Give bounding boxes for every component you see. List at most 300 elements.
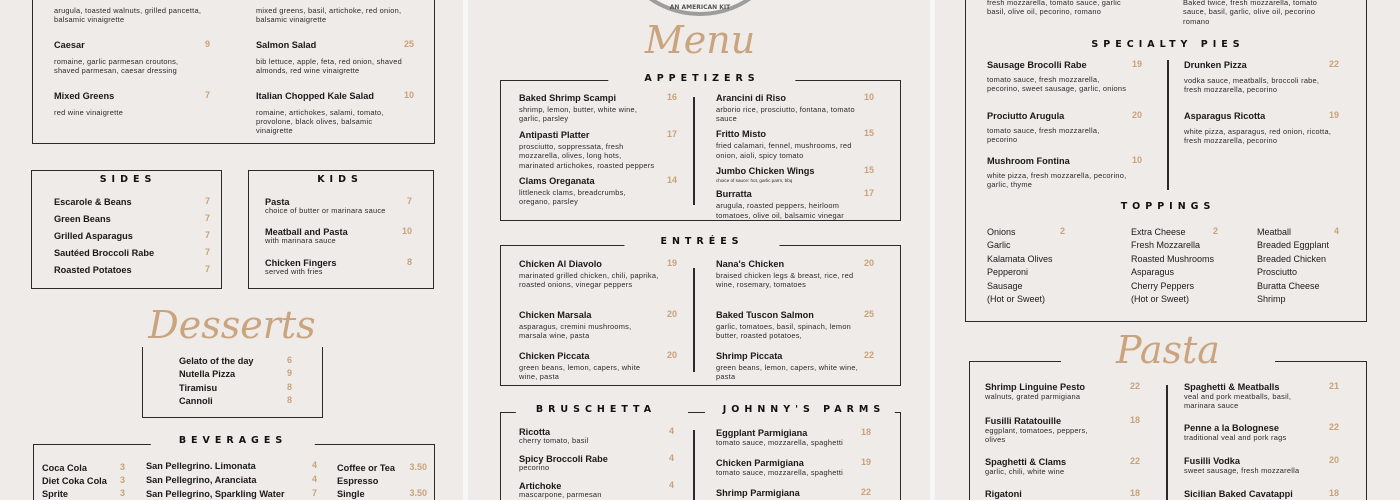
menu-item: [337, 474, 427, 486]
menu-item-row: [265, 195, 412, 207]
menu-item-row: [716, 486, 871, 498]
item-description: white pizza, asparagus, red onion, ricotta, fresh mozzarella, pecorino: [1184, 127, 1332, 146]
item-name: Single: [337, 489, 365, 499]
item-name: Diet Coka Cola: [42, 476, 107, 486]
item-price: 19: [666, 258, 677, 268]
menu-item-row: [987, 225, 1065, 237]
item-name: Pasta: [265, 197, 290, 207]
bruschetta-title: BRUSCHETTA: [516, 404, 676, 416]
menu-item-row: [42, 474, 125, 486]
appetizers-divider: [693, 97, 695, 205]
item-name: Prociutto Arugula: [987, 111, 1065, 121]
item-name: Spicy Broccoli Rabe: [519, 454, 608, 464]
menu-item-row: [987, 58, 1142, 70]
item-price: 10: [403, 89, 414, 100]
menu-item: [54, 195, 210, 207]
item-price: 8: [286, 381, 292, 392]
item-price: 18: [1129, 488, 1140, 498]
menu-item-row: [54, 212, 210, 224]
item-name: Shrimp Linguine Pesto: [985, 382, 1086, 392]
item-price: 10: [863, 92, 874, 102]
menu-page-middle: [468, 0, 930, 500]
menu-item: [42, 461, 125, 473]
item-name: Shrimp Parmigiana: [716, 488, 800, 498]
menu-item-row: [987, 279, 1065, 291]
item-name: Chicken Marsala: [519, 310, 592, 320]
item-name: Penne a la Bolognese: [1184, 423, 1279, 433]
item-name: Baked Shrimp Scampi: [519, 93, 617, 103]
item-name: Extra Cheese: [1131, 227, 1186, 237]
item-price: 7: [204, 247, 210, 257]
menu-item: [519, 425, 674, 452]
menu-item: [987, 238, 1065, 250]
menu-item-row: [519, 257, 677, 269]
menu-item-row: [519, 91, 677, 103]
pasta-divider: [1166, 385, 1168, 500]
item-name: Fritto Misto: [716, 129, 767, 140]
item-description: sweet sausage, fresh mozzarella: [1184, 466, 1300, 475]
menu-item: [716, 308, 874, 349]
menu-item: [987, 109, 1142, 154]
menu-item: [265, 195, 412, 215]
item-name: Prosciutto: [1257, 267, 1298, 278]
menu-item: [987, 292, 1065, 304]
beverages-title: BEVERAGES: [151, 435, 315, 447]
menu-item-row: [716, 127, 874, 139]
item-description: Baked twice, fresh mozzarella, tomato sauce, basil, garlic, olive oil, pecorino romano: [1183, 0, 1318, 26]
menu-item-row: [1131, 238, 1218, 250]
menu-item-row: [179, 354, 292, 366]
item-name: Grilled Asparagus: [54, 231, 133, 241]
menu-item: [519, 349, 677, 382]
item-name: Shrimp: [1257, 293, 1286, 304]
item-description: tomato sauce, mozzarella, spaghetti: [716, 438, 844, 447]
item-price: 9: [204, 38, 210, 49]
item-name: Sprite: [42, 489, 69, 499]
item-name: Chicken Piccata: [519, 351, 590, 361]
item-price: 4: [668, 453, 674, 463]
item-price: 7: [204, 89, 210, 100]
toppings-column-1: [987, 225, 1065, 304]
item-description: tomato sauce, mozzarella, spaghetti: [716, 468, 844, 477]
menu-item: [716, 349, 874, 382]
item-price: 8: [406, 256, 412, 267]
item-description: fried calamari, fennel, mushrooms, red onion, aioli, spicy tomato: [716, 141, 852, 160]
salads-left-column: [54, 6, 210, 117]
menu-item: [265, 225, 412, 245]
item-description: vodka sauce, meatballs, broccoli rabe, fresh mozzarella, pecorino: [1184, 76, 1320, 95]
item-description: white pizza, fresh mozzarella, pecorino, garlic, thyme: [987, 171, 1127, 190]
item-price: 16: [666, 92, 677, 102]
menu-item: [54, 212, 210, 224]
menu-item: [1257, 292, 1339, 304]
menu-item-row: [1131, 225, 1218, 237]
item-name: Gelato of the day: [179, 356, 254, 366]
item-description: red wine vinaigrette: [54, 107, 124, 117]
menu-item-row: [716, 456, 871, 468]
menu-item: [179, 367, 292, 379]
toppings-column-2: [1131, 225, 1218, 304]
menu-item-row: [1184, 454, 1339, 466]
menu-item-row: [985, 380, 1140, 392]
item-name: Asparagus: [1131, 267, 1175, 278]
sides-list: [54, 195, 210, 275]
menu-item-row: [256, 89, 414, 101]
menu-item: [519, 479, 674, 499]
item-price: 20: [666, 350, 677, 360]
item-description: mixed greens, basil, artichoke, red onion, balsamic vinaigrette: [256, 6, 402, 25]
item-name: Asparagus Ricotta: [1184, 111, 1266, 121]
menu-item-row: [54, 263, 210, 275]
item-price: 25: [863, 309, 874, 319]
menu-item: [1131, 252, 1218, 264]
item-name: San Pellegrino, Aranciata: [146, 475, 257, 485]
menu-item-row: [337, 487, 427, 499]
menu-item: [1131, 292, 1218, 304]
item-price: 8: [286, 394, 292, 405]
menu-item: [1131, 225, 1218, 237]
item-description: romaine, garlic parmesan croutons, shaved parmesan, caesar dressing: [54, 56, 179, 76]
pizza-left-column: [987, 0, 1142, 17]
item-price: 7: [311, 488, 317, 498]
menu-item-row: [1257, 225, 1339, 237]
item-name: Sautéed Broccoli Rabe: [54, 248, 155, 258]
item-price: 3: [119, 462, 125, 472]
item-name: Spaghetti & Meatballs: [1184, 382, 1280, 392]
item-description: cherry tomato, basil: [519, 436, 589, 445]
menu-item-row: [337, 461, 427, 473]
item-price: 4: [1333, 226, 1339, 236]
item-price: 7: [204, 230, 210, 240]
item-price: 17: [666, 128, 677, 139]
menu-item-row: [519, 452, 674, 464]
item-description: green beans, lemon, capers, white wine, pasta: [519, 363, 641, 382]
menu-item-row: [54, 38, 210, 50]
item-price: 20: [1328, 455, 1339, 465]
item-price: 19: [1131, 59, 1142, 69]
menu-item: [265, 256, 412, 276]
menu-item: [1257, 238, 1339, 250]
kids-list: [265, 195, 412, 276]
item-name: San Pellegrino, Sparkling Water: [146, 489, 285, 499]
pasta-right-column: [1184, 380, 1339, 499]
item-description: romaine, artichokes, salami, tomato, provolone, black olives, balsamic vinaigrette: [256, 107, 384, 136]
menu-item: [716, 187, 874, 220]
item-price: 6: [286, 355, 292, 365]
item-price: 20: [666, 309, 677, 319]
menu-item: [1131, 279, 1218, 291]
item-description: with marinara sauce: [265, 236, 336, 246]
johnnys-parms-list: [716, 426, 871, 498]
item-price: 3: [119, 475, 125, 485]
menu-item-row: [265, 256, 412, 268]
menu-item-row: [519, 128, 677, 140]
menu-item: [337, 487, 427, 499]
menu-item: [985, 414, 1140, 455]
menu-item: [1184, 58, 1339, 109]
menu-item-row: [987, 238, 1065, 250]
item-description: prosciutto, soppressata, fresh mozzarella, olives, long hots, marinated artichokes, roasted peppers: [519, 141, 655, 170]
item-name: Breaded Eggplant: [1257, 240, 1330, 251]
item-name: Drunken Pizza: [1184, 60, 1247, 70]
menu-item: [256, 89, 414, 136]
kids-title: KIDS: [317, 174, 363, 185]
item-name: Meatball: [1257, 227, 1292, 237]
menu-item: [54, 6, 210, 25]
menu-item: [519, 257, 677, 308]
item-name: Tiramisu: [179, 382, 218, 393]
item-name: Chicken Parmigiana: [716, 458, 804, 468]
beverages-column-1: [42, 461, 125, 499]
bruschetta-list: [519, 425, 674, 499]
item-description: tomato sauce, fresh mozzarella, pecorino, sweet sausage, garlic, onions: [987, 75, 1127, 94]
item-price: 19: [860, 457, 871, 467]
item-price: 7: [204, 264, 210, 274]
item-name: Chicken Al Diavolo: [519, 259, 602, 269]
menu-item: [42, 474, 125, 486]
item-price: 22: [1129, 381, 1140, 391]
pasta-left-column: [985, 380, 1140, 499]
svg-text:AN AMERICAN KIT: AN AMERICAN KIT: [669, 4, 731, 11]
item-description: garlic, tomatoes, basil, spinach, lemon butter, roasted potatoes,: [716, 322, 852, 341]
menu-item-row: [987, 154, 1142, 166]
item-price: 17: [863, 188, 874, 199]
menu-item-row: [1257, 279, 1339, 291]
item-price: 20: [863, 258, 874, 268]
toppings-title: TOPPINGS: [1120, 201, 1216, 212]
item-price: 9: [286, 368, 292, 379]
beverages-column-2: [146, 459, 317, 499]
entrees-right-column: [716, 257, 874, 382]
menu-item: [1184, 454, 1339, 487]
menu-item: [1131, 238, 1218, 250]
item-name: Roasted Potatoes: [54, 265, 132, 275]
item-name: Baked Tuscon Salmon: [716, 310, 814, 320]
item-price: 4: [311, 474, 317, 484]
menu-item-row: [985, 455, 1140, 467]
menu-item-row: [179, 367, 292, 379]
menu-item-row: [716, 91, 874, 103]
item-name: Green Beans: [54, 214, 111, 224]
item-name: Mushroom Fontina: [987, 156, 1070, 166]
menu-item-row: [265, 225, 412, 237]
menu-item-row: [519, 174, 677, 186]
item-name: Meatball and Pasta: [265, 227, 348, 238]
menu-item: [985, 455, 1140, 487]
item-price: 22: [1328, 59, 1339, 69]
menu-item-row: [1131, 292, 1218, 304]
menu-item: [146, 459, 317, 471]
menu-item-row: [42, 461, 125, 473]
menu-item-row: [1257, 238, 1339, 250]
menu-item-row: [179, 394, 292, 406]
menu-item: [716, 127, 874, 160]
menu-item: [519, 128, 677, 170]
item-name: Nana's Chicken: [716, 259, 785, 269]
beverages-column-3: [337, 461, 427, 499]
menu-item: [54, 263, 210, 275]
specialty-pies-title: SPECIALTY PIES: [1091, 39, 1245, 50]
menu-item-row: [337, 474, 427, 486]
item-name: San Pellegrino. Limonata: [146, 461, 256, 471]
salads-right-column: [256, 6, 414, 136]
menu-item-row: [987, 109, 1142, 121]
appetizers-title: APPETIZERS: [608, 73, 795, 85]
johnnys-parms-title: JOHNNY'S PARMS: [713, 404, 895, 416]
entrees-left-column: [519, 257, 677, 382]
menu-item: [1257, 225, 1339, 237]
menu-item: [1184, 487, 1339, 499]
menu-item: [179, 354, 292, 366]
menu-item-row: [1184, 109, 1339, 121]
menu-item-row: [146, 487, 317, 499]
menu-item-row: [716, 257, 874, 269]
item-price: 7: [204, 196, 210, 206]
item-price: 4: [668, 480, 674, 490]
item-description: choice of sauce: hot, garlic parm, bbq: [716, 177, 793, 183]
item-name: Fresh Mozzarella: [1131, 240, 1201, 251]
toppings-column-3: [1257, 225, 1339, 304]
menu-item: [519, 91, 677, 124]
menu-item-row: [716, 164, 874, 176]
item-price: 19: [1328, 110, 1339, 120]
title-gap: [668, 410, 688, 414]
menu-title: Menu: [635, 18, 765, 62]
item-name: Cannoli: [179, 395, 213, 406]
item-name: Sicilian Baked Cavatappi: [1184, 489, 1293, 499]
menu-item: [54, 38, 210, 76]
pies-divider: [1167, 60, 1169, 190]
menu-item-row: [519, 349, 677, 361]
item-name: Artichoke: [519, 481, 562, 491]
item-price: 22: [860, 487, 871, 497]
item-name: Cherry Peppers: [1131, 280, 1195, 291]
item-description: veal and pork meatballs, basil, marinara sauce: [1184, 392, 1292, 411]
item-description: tomato sauce, fresh mozzarella, pecorino: [987, 126, 1100, 145]
item-name: Fusilli Ratatouille: [985, 416, 1062, 426]
menu-item-row: [519, 308, 677, 320]
item-name: (Hot or Sweet): [1131, 293, 1190, 304]
item-name: Eggplant Parmigiana: [716, 428, 808, 438]
item-price: 25: [403, 38, 414, 49]
menu-item-row: [42, 487, 125, 499]
menu-item-row: [519, 479, 674, 491]
item-description: marinated grilled chicken, chili, paprika, roasted onions, vinegar peppers: [519, 271, 659, 290]
menu-item: [519, 174, 677, 207]
entrees-divider: [693, 268, 695, 372]
menu-item: [987, 154, 1142, 190]
item-name: Espresso: [337, 476, 379, 486]
menu-item: [1183, 0, 1338, 26]
menu-item-row: [54, 246, 210, 258]
item-name: Caesar: [54, 39, 85, 50]
menu-item: [987, 265, 1065, 277]
menu-item: [256, 38, 414, 76]
menu-item-row: [1184, 380, 1339, 392]
item-name: Ricotta: [519, 427, 551, 437]
menu-item: [987, 252, 1065, 264]
item-price: 4: [311, 460, 317, 470]
menu-item-row: [716, 187, 874, 199]
menu-item-row: [716, 308, 874, 320]
item-name: Sausage Brocolli Rabe: [987, 60, 1087, 70]
menu-item-row: [1131, 265, 1218, 277]
item-price: 18: [1328, 488, 1339, 498]
item-price: 15: [863, 164, 874, 175]
item-name: Antipasti Platter: [519, 129, 590, 140]
menu-item-row: [54, 89, 210, 101]
item-price: 22: [1129, 456, 1140, 466]
menu-item: [987, 0, 1142, 17]
item-price: 22: [1328, 422, 1339, 432]
menu-item: [985, 380, 1140, 414]
sides-title: SIDES: [99, 174, 157, 185]
menu-item-row: [146, 459, 317, 471]
menu-item-row: [985, 487, 1140, 499]
item-description: walnuts, grated parmigiana: [985, 392, 1081, 401]
menu-item: [54, 229, 210, 241]
item-price: 7: [406, 196, 412, 206]
desserts-list: [179, 354, 292, 406]
menu-item-row: [1257, 252, 1339, 264]
menu-item: [1131, 265, 1218, 277]
menu-item-row: [987, 292, 1065, 304]
menu-item: [1184, 421, 1339, 454]
menu-item: [985, 487, 1140, 499]
menu-item-row: [1184, 421, 1339, 433]
item-description: shrimp, lemon, butter, white wine, garlic, parsley: [519, 105, 638, 124]
item-description: asparagus, cremini mushrooms, marsala wine, pasta: [519, 322, 632, 341]
item-name: Arancini di Riso: [716, 93, 786, 103]
item-name: Italian Chopped Kale Salad: [256, 90, 374, 101]
menu-item-row: [987, 252, 1065, 264]
bruschetta-divider: [693, 430, 695, 500]
menu-item-row: [1131, 279, 1218, 291]
item-description: arugula, toasted walnuts, grilled pancetta, balsamic vinaigrette: [54, 6, 202, 25]
item-price: 10: [401, 226, 412, 237]
menu-item: [146, 473, 317, 485]
appetizers-right-column: [716, 91, 874, 220]
menu-item: [42, 487, 125, 499]
item-description: arborio rice, prosciutto, fontana, tomato sauce: [716, 105, 855, 124]
menu-item: [716, 257, 874, 308]
item-description: pecorino: [519, 463, 550, 472]
pies-left-column: [987, 58, 1142, 190]
menu-item: [256, 6, 414, 25]
menu-item-row: [54, 229, 210, 241]
menu-item: [987, 279, 1065, 291]
menu-item-row: [987, 265, 1065, 277]
menu-item: [1184, 109, 1339, 154]
item-price: 10: [1131, 155, 1142, 165]
menu-page-right: [935, 0, 1400, 500]
restaurant-logo: [600, 0, 800, 20]
menu-item-row: [716, 426, 871, 438]
entrees-title: ENTRÉES: [624, 236, 779, 248]
item-name: Pepperoni: [987, 267, 1029, 278]
item-description: traditional veal and pork rags: [1184, 433, 1287, 442]
item-price: 2: [1059, 226, 1065, 236]
menu-item: [1257, 265, 1339, 277]
item-description: mascarpone, parmesan: [519, 490, 602, 499]
menu-item-row: [1131, 252, 1218, 264]
item-name: Salmon Salad: [256, 39, 317, 50]
item-price: 18: [860, 427, 871, 437]
item-description: green beans, lemon, capers, white wine, pasta: [716, 363, 859, 382]
item-name: Clams Oreganata: [519, 176, 595, 187]
item-name: Shrimp Piccata: [716, 351, 783, 361]
menu-item-row: [1184, 487, 1339, 499]
